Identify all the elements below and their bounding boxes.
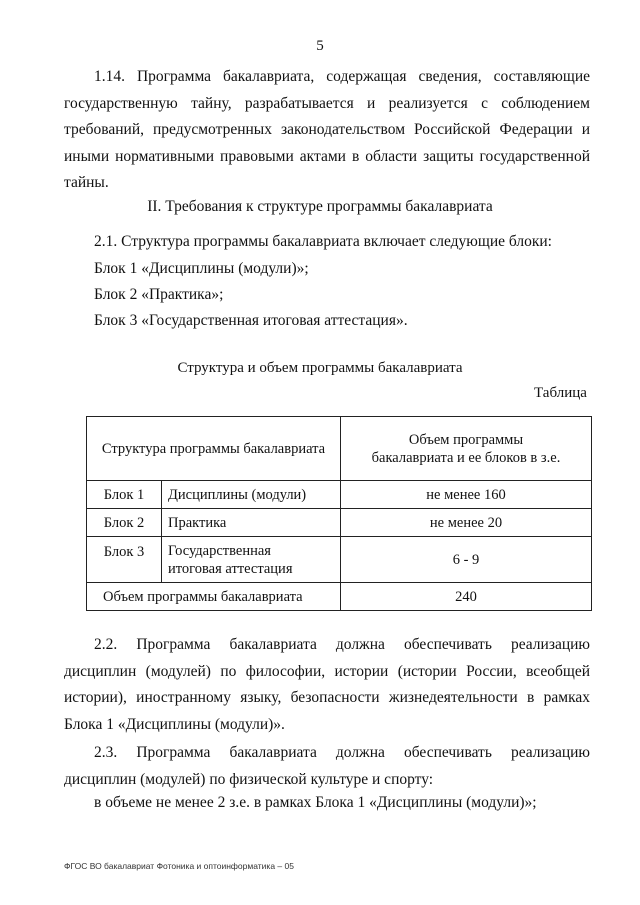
header-structure: Структура программы бакалавриата xyxy=(87,417,341,481)
table-title: Структура и объем программы бакалавриата xyxy=(177,360,463,376)
block-list-item: Блок 2 «Практика»; xyxy=(94,286,224,303)
total-value: 240 xyxy=(341,583,592,611)
row-name: Практика xyxy=(162,509,341,537)
row-name: Дисциплины (модули) xyxy=(162,481,341,509)
row-name: Государственная итоговая аттестация xyxy=(162,537,341,583)
block-list-item: Блок 1 «Дисциплины (модули)»; xyxy=(94,260,309,277)
paragraph-2-2: 2.2. Программа бакалавриата должна обеспечивать реализацию дисциплин (модулей) по философии, истории (истории России, всеобщей истории), иностранному языку, безопасности жизнедеятельности в рамках Блока 1 «Дисциплины (модули)». xyxy=(64,636,590,733)
page-footer: ФГОС ВО бакалавриат Фотоника и оптоинформатика – 05 xyxy=(64,861,294,871)
paragraph-2-1: 2.1. Структура программы бакалавриата включает следующие блоки: xyxy=(94,233,552,250)
table-row xyxy=(87,481,592,509)
section-heading: II. Требования к структуре программы бакалавриата xyxy=(147,198,493,215)
table-total-row xyxy=(87,583,592,611)
table-label: Таблица xyxy=(534,385,587,401)
total-label: Объем программы бакалавриата xyxy=(87,583,341,611)
page-number: 5 xyxy=(316,38,324,54)
paragraph-1-14: 1.14. Программа бакалавриата, содержащая сведения, составляющие государственную тайну, разрабатывается и реализуется с соблюдением требований, предусмотренных законодательством Российской Федерации и иными нормативными правовыми актами в области защиты государственной тайны. xyxy=(64,68,590,191)
row-block: Блок 3 xyxy=(87,537,162,583)
paragraph-2-3-item: в объеме не менее 2 з.е. в рамках Блока 1 «Дисциплины (модули)»; xyxy=(94,794,537,811)
row-volume: не менее 160 xyxy=(341,481,592,509)
block-list-item: Блок 3 «Государственная итоговая аттестация». xyxy=(94,312,408,329)
paragraph-2-3: 2.3. Программа бакалавриата должна обеспечивать реализацию дисциплин (модулей) по физической культуре и спорту: xyxy=(64,744,590,788)
table-row xyxy=(87,509,592,537)
row-block: Блок 1 xyxy=(87,481,162,509)
row-block: Блок 2 xyxy=(87,509,162,537)
structure-table xyxy=(86,416,592,611)
table-row xyxy=(87,537,592,583)
row-volume: 6 - 9 xyxy=(341,537,592,583)
header-volume: Объем программы бакалавриата и ее блоков в з.е. xyxy=(341,417,592,481)
table-header-row xyxy=(87,417,592,481)
row-volume: не менее 20 xyxy=(341,509,592,537)
